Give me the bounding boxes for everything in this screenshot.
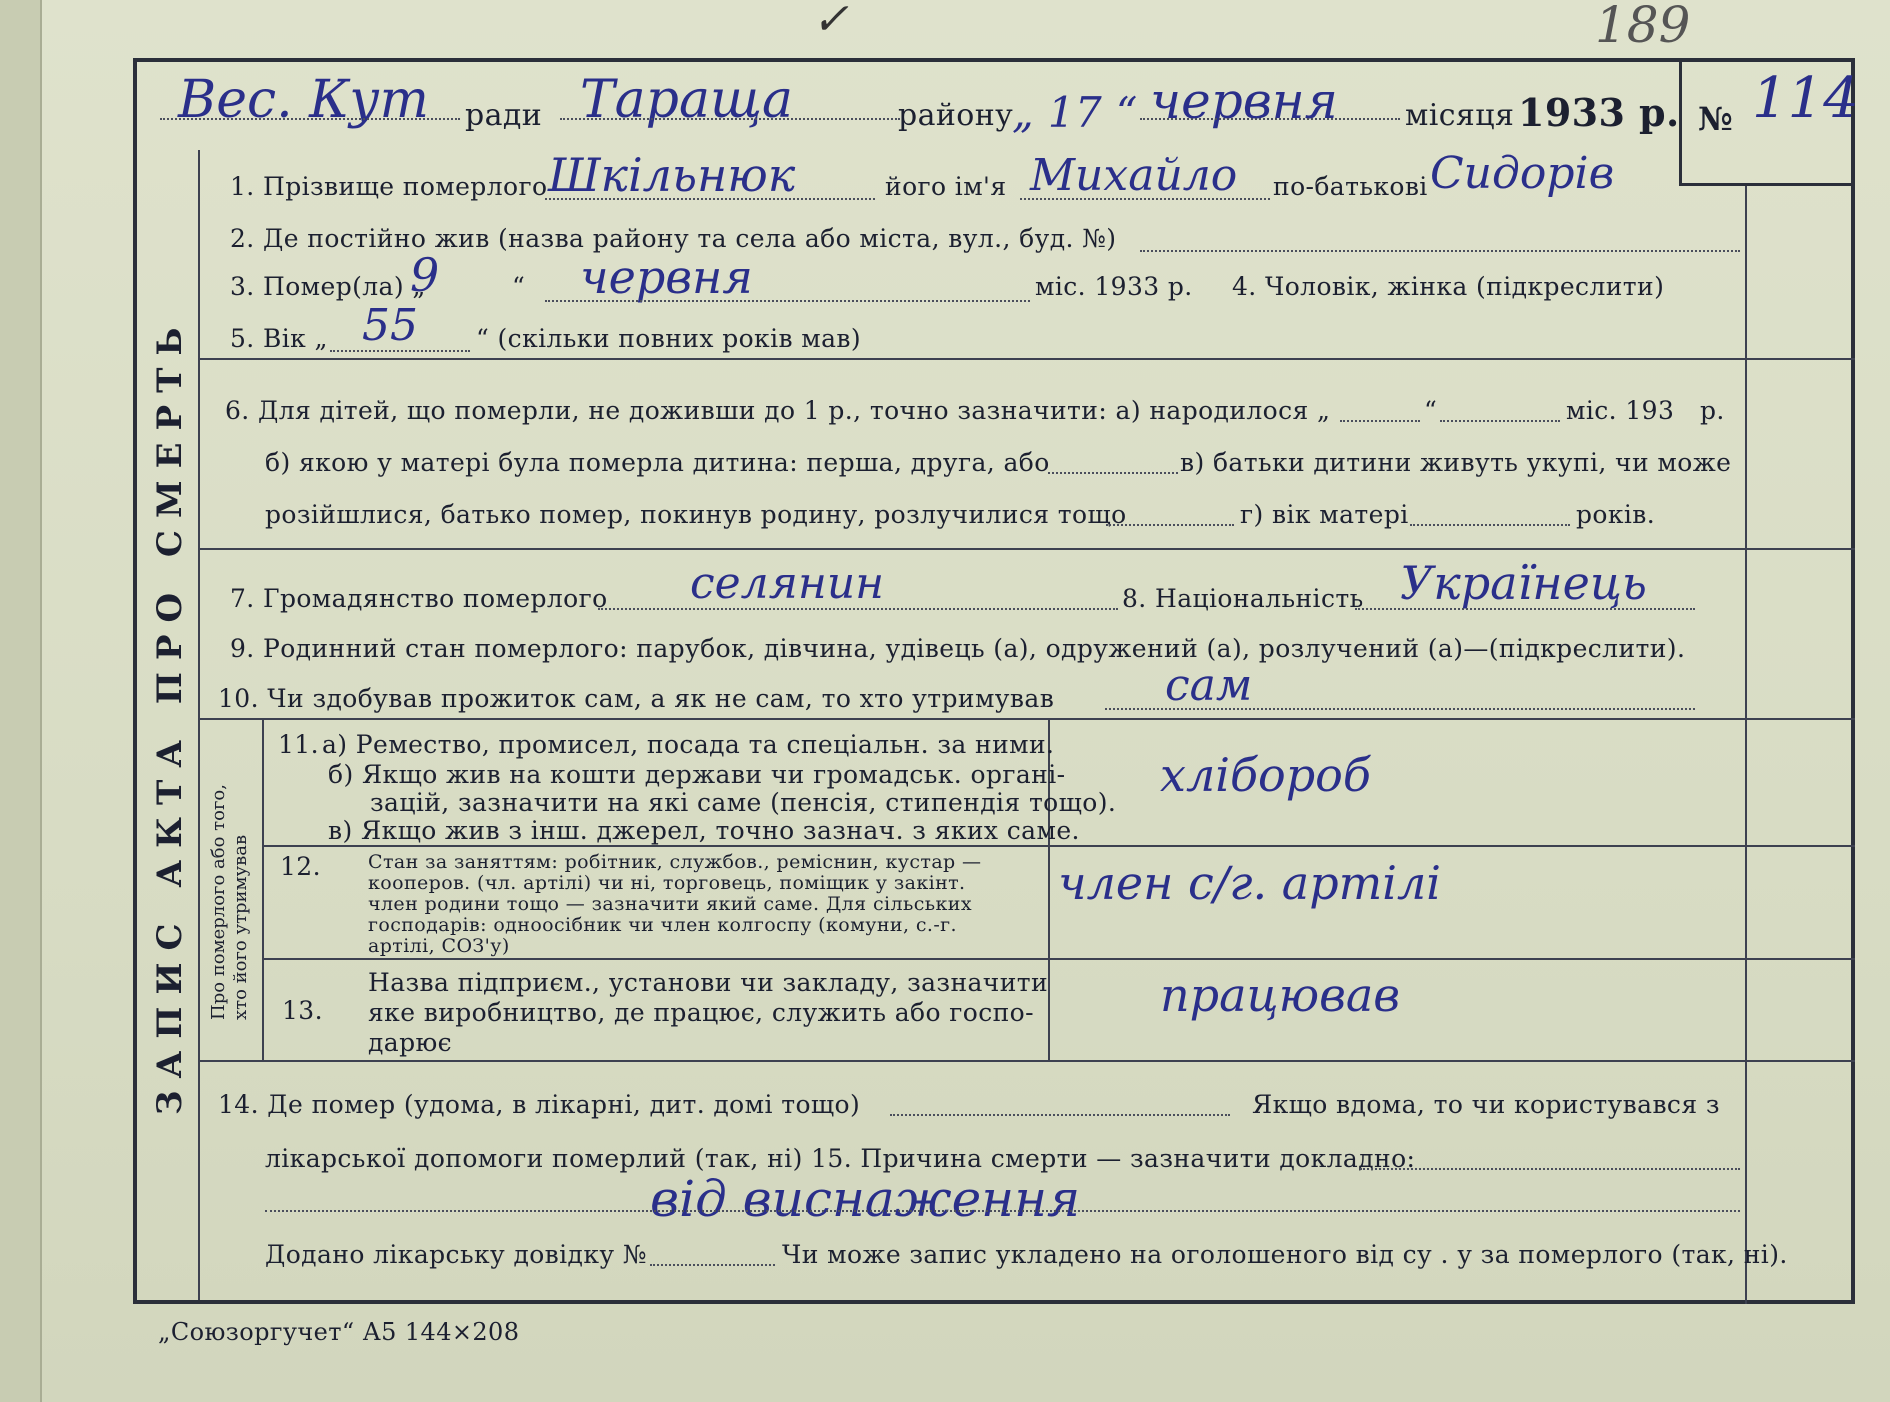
livelihood-handwritten: сам bbox=[1165, 660, 1253, 711]
children-line-2a: б) якою у матері була померла дитина: перша, друга, або bbox=[265, 448, 1050, 477]
q11-b2: зацій, зазначити на які саме (пенсія, стипендія тощо). bbox=[370, 788, 1117, 817]
age-handwritten: 55 bbox=[362, 300, 418, 351]
dotted-line bbox=[1440, 420, 1560, 422]
death-place-label: 14. Де помер (удома, в лікарні, дит. домі тощо) bbox=[218, 1090, 861, 1119]
patronymic-label: по-батькові bbox=[1273, 172, 1428, 201]
printer-imprint: „Союзоргучет“ А5 144×208 bbox=[158, 1318, 520, 1346]
sex-label: 4. Чоловік, жінка (підкреслити) bbox=[1232, 272, 1665, 301]
dotted-line bbox=[890, 1114, 1230, 1116]
dotted-line bbox=[545, 198, 875, 200]
dotted-line bbox=[1140, 250, 1740, 252]
q12-line: господарів: одноосібник чи член колгоспу (комуни, с.-г. bbox=[368, 914, 957, 936]
q13-line-2: яке виробництво, де працює, служить або госпо- bbox=[368, 998, 1034, 1027]
age-note: “ (скільки повних років мав) bbox=[476, 324, 862, 353]
died-label: 3. Помер(ла) „ bbox=[230, 272, 426, 301]
q12-line: артілі, СОЗ'у) bbox=[368, 935, 510, 957]
binding-edge bbox=[0, 0, 42, 1402]
dotted-line bbox=[160, 118, 460, 120]
surname-handwritten: Шкільнюк bbox=[548, 148, 796, 202]
q13-line-3: дарює bbox=[368, 1028, 453, 1057]
children-line-2b: в) батьки дитини живуть укупі, чи може bbox=[1180, 448, 1732, 477]
dotted-line bbox=[1020, 198, 1270, 200]
side-note-line: Про померлого або того, bbox=[208, 784, 229, 1020]
dotted-line bbox=[560, 118, 900, 120]
rayonu-label: району bbox=[898, 98, 1014, 133]
dotted-line bbox=[1105, 708, 1695, 710]
cause-handwritten: від виснаження bbox=[650, 1170, 1081, 1228]
q11-number: 11. bbox=[278, 730, 319, 759]
dotted-line bbox=[1340, 420, 1420, 422]
name-handwritten: Михайло bbox=[1030, 150, 1238, 201]
section-divider bbox=[262, 845, 1855, 847]
livelihood-label: 10. Чи здобував прожиток сам, а як не сам, то хто утримував bbox=[218, 684, 1055, 713]
day-handwritten: „ 17 “ bbox=[1012, 88, 1138, 137]
dotted-line bbox=[1355, 608, 1695, 610]
birth-month-label: міс. 193 bbox=[1566, 396, 1675, 425]
declared-dead-label: Чи може запис укладено на оголошеного від су . у за померлого (так, ні). bbox=[782, 1240, 1788, 1269]
section-divider bbox=[198, 1060, 1855, 1062]
dotted-line bbox=[1410, 524, 1570, 526]
dotted-line bbox=[598, 608, 1118, 610]
children-line-1: 6. Для дітей, що померли, не доживши до 1 р., точно зазначити: а) народилося „ bbox=[225, 396, 1331, 425]
q12-line: кооперов. (чл. артілі) чи ні, торговець, поміщик у закінт. bbox=[368, 872, 966, 894]
side-note-line: хто його утримував bbox=[230, 834, 251, 1020]
section-divider bbox=[198, 548, 1855, 550]
q13-line-1: Назва підприєм., установи чи закладу, зазначити bbox=[368, 968, 1049, 997]
dotted-line bbox=[545, 300, 1030, 302]
archive-sheet-number: 189 bbox=[1595, 0, 1691, 54]
years-label: років. bbox=[1576, 500, 1656, 529]
quote-mark: “ bbox=[512, 272, 526, 301]
section-divider bbox=[262, 958, 1855, 960]
q11-a: а) Ремество, промисел, посада та спеціальн. за ними. bbox=[322, 730, 1055, 759]
patronymic-handwritten: Сидорів bbox=[1430, 148, 1615, 199]
nationality-label: 8. Національність bbox=[1122, 584, 1364, 613]
dotted-line bbox=[1140, 118, 1400, 120]
year-label: 1933 р. bbox=[1518, 90, 1680, 135]
side-title-divider bbox=[198, 150, 200, 1300]
death-day-handwritten: 9 bbox=[410, 248, 440, 302]
q11-b1: б) Якщо жив на кошти держави чи громадськ. органі- bbox=[328, 760, 1066, 789]
dotted-line bbox=[650, 1264, 775, 1266]
cause-label: лікарської допомоги померлий (так, ні) 15. Причина смерти — зазначити докладно: bbox=[265, 1144, 1416, 1173]
q12-line: член родини тощо — зазначити який саме. Для сільських bbox=[368, 893, 972, 915]
q12-number: 12. bbox=[280, 852, 321, 881]
q12-text bbox=[368, 852, 981, 957]
dotted-line bbox=[1048, 472, 1178, 474]
workplace-handwritten: працював bbox=[1160, 968, 1401, 1022]
q11-c: в) Якщо жив з інш. джерел, точно зазнач. з яких саме. bbox=[328, 816, 1080, 845]
check-mark: ✓ bbox=[812, 0, 849, 45]
side-title: ЗАПИС АКТА ПРО СМЕРТЬ bbox=[150, 315, 190, 1115]
section-divider bbox=[198, 358, 1855, 360]
number-label: № bbox=[1698, 100, 1734, 138]
citizenship-handwritten: селянин bbox=[690, 558, 885, 609]
quote-mark: “ bbox=[1424, 396, 1438, 425]
dotted-line bbox=[265, 1210, 1740, 1212]
side-note bbox=[208, 784, 252, 1020]
occupation-handwritten: хлібороб bbox=[1160, 748, 1371, 802]
death-month-handwritten: червня bbox=[580, 250, 753, 304]
status-handwritten: член с/г. артілі bbox=[1058, 856, 1442, 910]
district-handwritten: Тараща bbox=[580, 70, 794, 130]
name-label: його ім'я bbox=[885, 172, 1007, 201]
residence-label: 2. Де постійно жив (назва району та села або міста, вул., буд. №) bbox=[230, 224, 1117, 253]
q12-line: Стан за заняттям: робітник, службов., реміснин, кустар — bbox=[368, 851, 982, 873]
medical-help-label: Якщо вдома, то чи користувався з bbox=[1252, 1090, 1720, 1119]
dotted-line bbox=[1360, 1168, 1740, 1170]
month-label: місяця bbox=[1405, 98, 1515, 133]
death-year-label: міс. 1933 р. bbox=[1035, 272, 1193, 301]
record-number-handwritten: 114 bbox=[1752, 66, 1859, 131]
q13-number: 13. bbox=[282, 996, 323, 1025]
right-margin-line bbox=[1745, 186, 1747, 1304]
citizenship-label: 7. Громадянство померлого bbox=[230, 584, 608, 613]
month-handwritten: червня bbox=[1150, 72, 1338, 130]
rady-label: ради bbox=[465, 98, 543, 133]
village-handwritten: Вес. Кут bbox=[178, 70, 429, 130]
year-suffix: р. bbox=[1700, 396, 1725, 425]
age-label: 5. Вік „ bbox=[230, 324, 328, 353]
marital-status-label: 9. Родинний стан померлого: парубок, дівчина, удівець (а), одружений (а), розлучений (а)—(підкреслити). bbox=[230, 634, 1686, 663]
mother-age-label: г) вік матері bbox=[1240, 500, 1409, 529]
section-divider bbox=[198, 718, 1855, 720]
children-line-3a: розійшлися, батько помер, покинув родину, розлучилися тощо bbox=[265, 500, 1127, 529]
dotted-line bbox=[330, 350, 470, 352]
nationality-handwritten: Українець bbox=[1400, 556, 1647, 610]
surname-label: 1. Прізвище померлого bbox=[230, 172, 548, 201]
occupation-group-divider bbox=[262, 718, 264, 1060]
certificate-label: Додано лікарську довідку № bbox=[265, 1240, 647, 1269]
dotted-line bbox=[1106, 524, 1234, 526]
